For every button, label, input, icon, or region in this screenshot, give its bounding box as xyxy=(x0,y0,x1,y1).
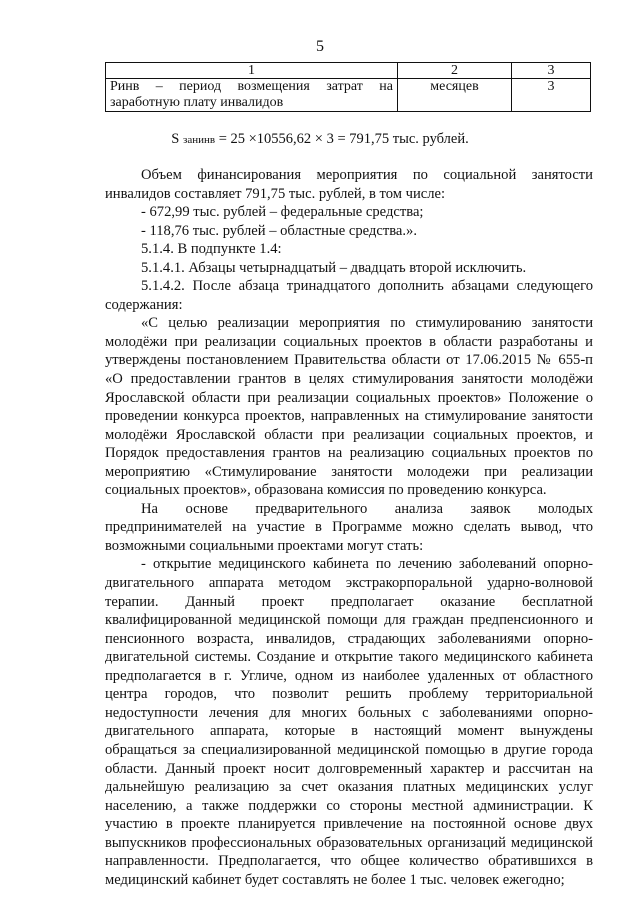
page-number: 5 xyxy=(316,38,324,55)
paragraph-analysis: На основе предварительного анализа заявок молодых предпринимателей на участие в Программе можно сделать вывод, что возможными социальными проектами могут стать: xyxy=(105,500,593,554)
formula-rhs: = 25 ×10556,62 × 3 = 791,75 тыс. рублей. xyxy=(218,131,469,147)
paragraph-subclause-1-4-1: 5.1.4.1. Абзацы четырнадцатый – двадцать второй исключить. xyxy=(141,259,527,276)
paragraph-federal-funds: - 672,99 тыс. рублей – федеральные средства; xyxy=(141,204,424,221)
document-body xyxy=(105,152,593,889)
table-header-cell: 1 xyxy=(106,63,398,79)
paragraph-regional-funds: - 118,76 тыс. рублей – областные средства.». xyxy=(141,222,417,239)
paragraph-subclause-1-4-2: 5.1.4.2. После абзаца тринадцатого дополнить абзацами следующего содержания: xyxy=(105,278,593,313)
table-cell-parameter: Pинв – период возмещения затрат на заработную плату инвалидов xyxy=(106,79,398,112)
paragraph-youth-employment: «С целью реализации мероприятия по стимулированию занятости молодёжи при реализации социальных проектов в области разработаны и утверждены постановлением Правительства области от 17.06.2015 № 655-п «О предоставлении грантов в целях стимулирования занятости молодёжи Ярославской области при реализации социальных проектов» Положение о проведении конкурса проектов, направленных на стимулирование занятости молодёжи Ярославской области при реализации социальных проектов, и Порядок предоставления грантов на реализацию социальных проектов по мероприятию «Стимулирование занятости молодежи при реализации социальных проектов», образована комиссия по проведению конкурса. xyxy=(105,315,593,499)
table-header-cell: 2 xyxy=(398,63,512,79)
formula-lhs-subscript: занинв xyxy=(182,134,216,146)
formula xyxy=(0,131,640,148)
table-row xyxy=(106,79,591,112)
paragraph-subclause-1-4: 5.1.4. В подпункте 1.4: xyxy=(141,241,282,258)
data-table xyxy=(105,62,591,112)
table-cell-unit: месяцев xyxy=(398,79,512,112)
paragraph-medical-cabinet: - открытие медицинского кабинета по лечению заболеваний опорно-двигательного аппарата методом экстракорпоральной ударно-волновой терапии. Данный проект предполагает оказание бесплатной квалифицированной медицинской помощи для граждан предпенсионного и пенсионного возраста, инвалидов, страдающих заболеваниями опорно-двигательной системы. Создание и открытие такого медицинского кабинета предполагается в г. Угличе, одном из наиболее удаленных от областного центра городов, что позволит решить проблему территориальной недоступности лечения для многих больных с заболеваниями опорно-двигательного аппарата, которые в настоящий момент вынуждены обращаться за специализированной медицинской помощью в другие города области. Данный проект носит долговременный характер и рассчитан на дальнейшую реализацию за счет оказания платных медицинских услуг населению, а также поддержки со стороны местной администрации. К участию в проекте планируется привлечение на постоянной основе двух выпускников профессиональных образовательных организаций медицинской направленности. Предполагается, что общее количество обратившихся в медицинский кабинет будет составлять не более 1 тыс. человек ежегодно; xyxy=(105,556,593,888)
formula-lhs: S xyxy=(171,131,180,147)
paragraph-financing: Объем финансирования мероприятия по социальной занятости инвалидов составляет 791,75 тыс. рублей, в том числе: xyxy=(105,167,593,202)
table-header-row xyxy=(106,63,591,79)
table-cell-value: 3 xyxy=(512,79,591,112)
table-header-cell: 3 xyxy=(512,63,591,79)
